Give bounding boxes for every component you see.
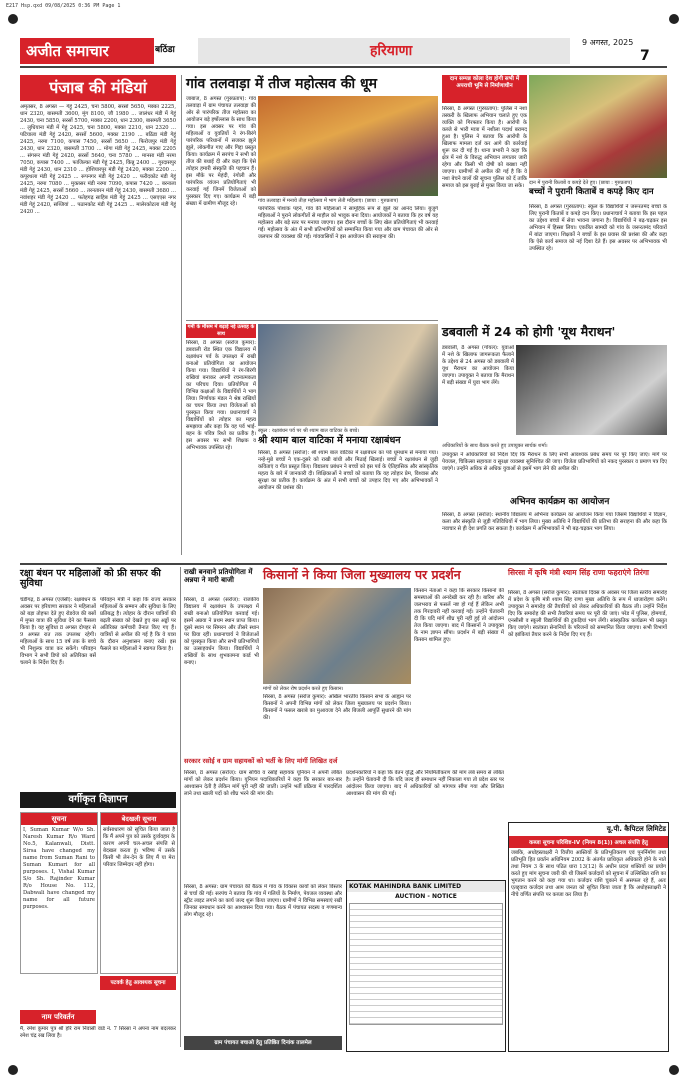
section-title: हरियाणा [198,38,570,64]
registration-mark [8,1065,18,1075]
story-rakhi-bus-col2: परिवहन मंत्री ने कहा कि राज्य सरकार महिलाओं के सम्मान और सुविधा के लिए प्रतिबद्ध है। त्योहार के दौरान यात्रियों की बढ़ती संख्या को देखते हुए बस अड्डों पर अतिरिक्त कर्मचारी तैनात किए गए हैं। यात्रियों से अपील की गई है कि वे यात्रा के दौरान अनुशासन बनाए रखें। इस फैसले का महिलाओं ने स्वागत किया है। [100,597,176,652]
section-rule [186,320,438,321]
photo-teej [258,96,438,196]
story-youth-col2: उपायुक्त ने अधिकारियों को निर्देश दिए कि मैराथन के लिए सभी आवश्यक प्रबंध समय पर पूरे किए जाएं। मार्ग पर पेयजल, चिकित्सा सहायता व सुरक्षा व्यवस्था सुनिश्चित की जाए। विजेता प्रतिभागियों को नकद पुरस्कार व प्रमाण पत्र दिए जाएंगे। उन्होंने अधिक से अधिक युवाओं से इसमें भाग लेने की अपील की। [442,452,667,472]
page-number: 7 [640,48,650,64]
headline-kabaddi: सरकार रसोई व ग्राम सहायकों को भर्ती के लिए मांगीं लिखित दर्ज [184,757,338,765]
registration-mark [669,14,679,24]
story-rakhi-bus-col1: चंडीगढ़, 8 अगस्त (एजेंसी): रक्षाबंधन के अवसर पर हरियाणा सरकार ने महिलाओं को बड़ा तोहफा देते हुए रोडवेज की बसों में मुफ्त यात्रा की सुविधा देने का फैसला किया है। यह सुविधा 8 अगस्त दोपहर से 9 अगस्त रात तक उपलब्ध रहेगी। महिलाओं के साथ 15 वर्ष तक के बच्चे भी निशुल्क यात्रा कर सकेंगे। परिवहन विभाग ने सभी डिपो को अतिरिक्त बसें चलाने के निर्देश दिए हैं। [20,597,96,666]
story-kabaddi-col2: प्रदर्शनकारियों ने कहा कि वेतन वृद्धि और नियमितीकरण की मांग लंबे समय से लंबित है। उन्होंने चेतावनी दी कि यदि जल्द ही समाधान नहीं निकाला गया तो प्रदेश स्तर पर आंदोलन किया जाएगा। बाद में अधिकारियों को मांगपत्र सौंपा गया और लिखित आश्वासन की मांग की गई। [346,770,504,797]
ad-naam-title: नाम परिवर्तन [20,1010,96,1024]
print-slug-text: E217 Hsp.qxd 09/08/2025 0:36 PM Page 1 [6,3,121,9]
headline-rakhi-bus: रक्षा बंधन पर महिलाओं को फ्री सफर की सुविधा [20,568,161,590]
registration-mark [8,14,18,24]
caption-youth: अधिकारियों के साथ बैठक करते हुए उपायुक्त सार्थक शर्मा। [442,443,548,449]
caption-daan: दान में पुरानी किताबें व कपड़े देते हुए। (छाया : गुरुप्रताप) [529,180,633,186]
bottom-box: ग्राम पंचायत बचाओ हेतु प्रतिष्ठित दिनांक तालमेल [184,1036,342,1050]
ad-bedkhali-box [100,812,178,974]
story-kabaddi-col1: सिरसा, 8 अगस्त (सरोज): ग्राम सचिव व रसोई सहायक यूनियन ने अपनी लंबित मांगों को लेकर प्रदर्शन किया। यूनियन पदाधिकारियों ने कहा कि सरकार बार-बार आश्वासन देती है लेकिन मांगें पूरी नहीं की जातीं। उन्होंने भर्ती प्रक्रिया में पारदर्शिता लाने तथा खाली पदों को शीघ्र भरने की मांग की। [184,770,342,797]
ad-suchna-box [20,812,98,974]
story-kicker-text: सिरसा, 8 अगस्त (गुरुप्रताप): पुलिस ने नशा तस्करी के खिलाफ अभियान चलाते हुए एक व्यक्ति को गिरफ्तार किया है। आरोपी के कब्जे से भारी मात्रा में नशीला पदार्थ बरामद हुआ है। पुलिस ने बताया कि आरोपी के खिलाफ मामला दर्ज कर आगे की कार्रवाई शुरू कर दी गई है। थाना प्रभारी ने कहा कि क्षेत्र में नशे के विरुद्ध अभियान लगातार जारी रहेगा और किसी भी दोषी को बख्शा नहीं जाएगा। ग्रामीणों से अपील की गई है कि वे नशा बेचने वालों की सूचना पुलिस को दें ताकि समाज को इस बुराई से मुक्त किया जा सके। [442,106,527,189]
classified-banner: वर्गीकृत विज्ञापन [20,792,176,808]
upcapital-notice [508,822,669,1052]
story-teej-col2: पारंपरिक पोशाक पहने, गांव की महिलाओं ने सामूहिक रूप से झूले का आनंद लिया। बुजुर्ग महिलाओं ने पुराने लोकगीतों से माहौल को भावुक बना दिया। आयोजकों ने बताया कि हर वर्ष यह महोत्सव और बड़े स्तर पर मनाया जाएगा। इस दौरान बच्चों के लिए खेल प्रतियोगिताएं भी करवाई गईं। महोत्सव के अंत में सभी प्रतिभागियों को सम्मानित किया गया और ग्राम पंचायत की ओर से जलपान की व्यवस्था की गई। गांववासियों ने इस आयोजन की सराहना की। [258,206,438,240]
caption-shyam: स्कूल : रक्षाबंधन पर्व पर श्री श्याम बाल वाटिका के बच्चे। [258,428,360,434]
story-rashtri: सिरसा, 8 अगस्त (सरोज): राजकीय विद्यालय में रक्षाबंधन के उपलक्ष्य में राखी बनाओ प्रतियोगिता करवाई गई। इसमें अन्नया ने प्रथम स्थान प्राप्त किया। दूसरे स्थान पर सिमरन और तीसरे स्थान पर प्रिया रहीं। प्रधानाचार्य ने विजेताओं को पुरस्कृत किया और सभी प्रतिभागियों का उत्साहवर्धन किया। विद्यार्थियों ने राखियों के साथ शुभकामना कार्ड भी बनाए। [184,597,259,666]
caption-teej: गांव तलवाड़ा में मनाये तीज़ महोत्सव में भाग लेती महिलाएं। (छाया : गुरुप्रताप) [258,198,399,204]
kotak-notice [346,880,506,1052]
photo-shyam [258,324,438,426]
headline-teej: गांव तलवाड़ा में तीज महोत्सव की धूम [186,76,377,92]
ad-naam-text: मैं, रमेश कुमार पुत्र श्री हरि राम निवासी वार्ड नं. 7 सिरसा ने अपना नाम बदलकर रमेश चंद्र रख लिया है। [20,1026,176,1039]
headline-daan: बच्चों ने पुरानी किताबें व कपड़े किए दान [529,187,654,197]
headline-shimla: सिरसा में कृषि मंत्री श्याम सिंह राणा फहराएंगे तिरंगा [508,568,650,577]
story-shimla: सिरसा, 8 अगस्त (सरोज कुमार): स्वतंत्रता दिवस के अवसर पर जिला स्तरीय समारोह में प्रदेश के कृषि मंत्री श्याम सिंह राणा मुख्य अतिथि के रूप में ध्वजारोहण करेंगे। उपायुक्त ने समारोह की तैयारियों को लेकर अधिकारियों की बैठक ली। उन्होंने निर्देश दिए कि समारोह की सभी तैयारियां समय पर पूरी की जाएं। परेड में पुलिस, होमगार्ड, एनसीसी व स्कूली विद्यार्थियों की टुकड़ियां भाग लेंगी। सांस्कृतिक कार्यक्रम भी प्रस्तुत किए जाएंगे। स्वतंत्रता सेनानियों के परिजनों को सम्मानित किया जाएगा। सभी विभागों को झांकियां तैयार करने के निर्देश दिए गए हैं। [508,590,667,638]
photo-youth [516,345,667,435]
story-abhinav: सिरसा, 8 अगस्त (सरोज): स्थानीय विद्यालय में अभिनव कार्यक्रम का आयोजन किया गया जिसमें विद्यार्थियों ने विज्ञान, कला और संस्कृति से जुड़ी गतिविधियों में भाग लिया। मुख्य अतिथि ने विद्यार्थियों की प्रतिभा की सराहना की और कहा कि नवाचार से ही देश प्रगति कर सकता है। कार्यक्रम में अभिभावकों ने भी बढ़-चढ़कर भाग लिया। [442,512,667,532]
story-shyam: सिरसा, 8 अगस्त (सरोज): श्री श्याम बाल वाटिका में रक्षाबंधन का पर्व धूमधाम से मनाया गया। नन्हे-मुन्ने बच्चों ने एक-दूसरे को राखी बांधी और मिठाई खिलाई। बच्चों ने रक्षाबंधन से जुड़ी कविताएं व गीत प्रस्तुत किए। विद्यालय प्रबंधन ने बच्चों को इस पर्व के ऐतिहासिक और सांस्कृतिक महत्व के बारे में जानकारी दी। शिक्षिकाओं ने बच्चों को बताया कि यह त्योहार प्रेम, विश्वास और सुरक्षा का प्रतीक है। कार्यक्रम के अंत में सभी बच्चों को उपहार दिए गए और अभिभावकों ने आयोजन की प्रशंसा की। [258,450,438,491]
headline-youth: डबवाली में 24 को होगी 'यूथ मैराथन' [442,324,616,339]
ad-bedkhali-title: बेदखली सूचना [101,813,177,825]
ad-bedkhali-text: सर्वसाधारण को सूचित किया जाता है कि मैं अपने पुत्र को उसके दुर्व्यवहार के कारण अपनी चल-अचल संपत्ति से बेदखल करता हूं। भविष्य में उसके किसी भी लेन-देन के लिए मैं या मेरा परिवार जिम्मेदार नहीं होगा। [103,827,175,868]
kotak-title: KOTAK MAHINDRA BANK LIMITED [347,881,505,892]
headline-abhinav: अभिनव कार्यक्रम का आयोजन [510,497,610,507]
photo-kisan [263,588,411,684]
notice-brand: यू.पी. कैपिटल लिमिटेड [606,825,666,833]
auction-table [349,903,503,1025]
column-rule [181,75,182,555]
notice-text: जबकि, अधोहस्ताक्षरी ने वित्तीय आस्तियों के प्रतिभूतिकरण एवं पुनर्निर्माण तथा प्रतिभूति हित प्रवर्तन अधिनियम 2002 के अंतर्गत प्राधिकृत अधिकारी होने के नाते तथा नियम 3 के साथ पठित धारा 13(12) के अधीन प्रदत्त शक्तियों का प्रयोग करते हुए मांग सूचना जारी की थी जिसमें कर्जदारों को सूचना में उल्लिखित राशि का भुगतान करने को कहा गया था। कर्जदार राशि चुकाने में असफल रहे हैं, अतः एतद्द्वारा कर्जदार तथा आम जनता को सूचित किया जाता है कि अधोहस्ताक्षरी ने नीचे वर्णित संपत्ति पर कब्जा कर लिया है। [511,850,666,898]
photo-daan [529,75,667,178]
story-teej-col1: जाबाज, 8 अगस्त (गुरुप्रताप): गांव तलवाड़ा में ग्राम पंचायत तलवाड़ा की ओर से पारंपरिक तीज महोत्सव का आयोजन बड़े हर्षोल्लास के साथ किया गया। इस अवसर पर गांव की महिलाओं व युवतियों ने रंग-बिरंगे पारंपरिक परिधानों में सजकर झूले झूले, लोकगीत गाए और गिद्दा प्रस्तुत किया। कार्यक्रम में सरपंच ने सभी को तीज की बधाई दी और कहा कि ऐसे त्योहार हमारी संस्कृति की पहचान हैं। इस मौके पर मेहंदी, रंगोली और पारंपरिक व्यंजन प्रतियोगिताएं भी करवाई गईं जिनमें विजेताओं को पुरस्कार दिए गए। कार्यक्रम में बड़ी संख्या में ग्रामीण मौजूद रहे। [186,96,256,207]
headline-rashtri: राखी बनवाने प्रतियोगिता में अन्नया ने मारी बाजी [184,568,253,584]
column-rule [180,567,181,1047]
notice-sub: कब्जा सूचना परिशिष्ट-IV (नियम 8(1)) अचल संपत्ति हेतु [509,836,668,848]
registration-mark [669,1065,679,1075]
ad-suchna-title: सूचना [21,813,97,825]
story-daan: सिरसा, 8 अगस्त (गुरुप्रताप): स्कूल के विद्यार्थियों ने जरूरतमंद बच्चों के लिए पुरानी किताबें व कपड़े दान किए। प्रधानाचार्य ने बताया कि इस पहल का उद्देश्य बच्चों में सेवा भावना जगाना है। विद्यार्थियों ने बढ़-चढ़कर इस अभियान में हिस्सा लिया। एकत्रित सामग्री को गांव के जरूरतमंद परिवारों में बांटा जाएगा। शिक्षकों ने बच्चों के इस प्रयास की प्रशंसा की और कहा कि ऐसे कार्य समाज को नई दिशा देते हैं। इस अवसर पर अभिभावक भी उपस्थित रहे। [529,204,667,252]
story-kisan-col1: सिरसा, 8 अगस्त (सरोज कुमार): अखिल भारतीय किसान सभा के आह्वान पर किसानों ने अपनी विभिन्न मांगों को लेकर जिला मुख्यालय पर प्रदर्शन किया। किसानों ने फसल खराबे का मुआवजा देने और बिजली आपूर्ति सुधारने की मांग की। [263,694,411,721]
issue-date: 9 अगस्त, 2025 [582,38,634,47]
ad-suchna-text: I, Suman Kumar W/o Sh. Naresh Kumar R/o Ward No.5, Kalanwali, Distt. Sirsa have changed my name from Suman Rani to Suman Kumari for all purposes. I, Vishal Kumar S/o Sh. Rajinder Kumar R/o House No. 112, Dabwali have changed my name for all future purposes. [23,827,95,910]
headline-kisan: किसानों ने किया जिला मुख्यालय पर प्रदर्शन [263,567,461,582]
story-kisan-col2: किसान नेताओं ने कहा कि सरकार किसानों की समस्याओं की अनदेखी कर रही है। बारिश और जलभराव से फसलें नष्ट हो गई हैं लेकिन अभी तक गिरदावरी नहीं करवाई गई। उन्होंने चेतावनी दी कि यदि मांगें शीघ्र पूरी नहीं हुईं तो आंदोलन तेज किया जाएगा। बाद में किसानों ने उपायुक्त के नाम ज्ञापन सौंपा। प्रदर्शन में बड़ी संख्या में किसान शामिल हुए। [414,588,504,643]
caption-kisan: मांगों को लेकर रोष प्रदर्शन करते हुए किसान। [263,686,344,692]
ad-gumshuda-title: पटवर्क हेतु आवश्यक सूचना [100,976,176,990]
story-bottom-left: सिरसा, 8 अगस्त: ग्राम पंचायत की बैठक में गांव के विकास कार्यों को लेकर विस्तार से चर्चा की गई। सरपंच ने बताया कि गांव में गलियों के निर्माण, पेयजल व्यवस्था और स्ट्रीट लाइट लगाने का कार्य जल्द शुरू किया जाएगा। ग्रामीणों ने विभिन्न समस्याएं रखीं जिनका समाधान करने का आश्वासन दिया गया। बैठक में पंचायत सदस्य व गणमान्य लोग मौजूद रहे। [184,884,342,918]
mandi-rates-text: अमृतसर, 8 अगस्त — गेहूं 2425, चना 5800, सरसों 5650, मक्का 2225, धान 2320, बासमती 3600, मूंग 8100, जौ 1980 ... जालंधर मंडी में गेहूं 2430, चना 5850, सरसों 5700, मक्का 2200, धान 2300, बासमती 3650 ... लुधियाना मंडी में गेहूं 2425, चना 5800, मक्का 2210, धान 2320 ... पटियाला मंडी गेहूं 2420, सरसों 5600, मक्का 2190 ... बठिंडा मंडी गेहूं 2425, नरमा 7100, कपास 7450, सरसों 5650 ... फिरोजपुर मंडी गेहूं 2430, धान 2320, बासमती 3700 ... मोगा मंडी गेहूं 2425, मक्का 2205 ... संगरूर मंडी गेहूं 2420, सरसों 5640, चना 5780 ... मानसा मंडी नरमा 7050, कपास 7400 ... फाजिल्का मंडी गेहूं 2425, किन्नू 2400 ... गुरदासपुर मंडी गेहूं 2430, धान 2310 ... होशियारपुर मंडी गेहूं 2420, मक्का 2200 ... कपूरथला मंडी गेहूं 2425 ... रूपनगर मंडी गेहूं 2420 ... फरीदकोट मंडी गेहूं 2425, नरमा 7080 ... मुक्तसर मंडी नरमा 7090, कपास 7420 ... बरनाला मंडी गेहूं 2425, सरसों 5660 ... तरनतारन मंडी गेहूं 2430, बासमती 3680 ... नवांशहर मंडी गेहूं 2420 ... फतेहगढ़ साहिब मंडी गेहूं 2425 ... एसएएस नगर मंडी गेहूं 2420, सब्जियां ... पठानकोट मंडी गेहूं 2425 ... मालेरकोटला मंडी गेहूं 2420 ... [20,104,176,215]
fold-rule [20,563,667,565]
story-youth-col1: डबवाली, 8 अगस्त (गोयल): युवाओं में नशे के खिलाफ जागरूकता फैलाने के उद्देश्य से 24 अगस्त को डबवाली में यूथ मैराथन का आयोजन किया जाएगा। उपायुक्त ने बताया कि मैराथन में बड़ी संख्या में युवा भाग लेंगे। [442,345,514,386]
kicker-daan: दान सम्पन्न कोला देश होगी सभी में अपराधी भूमि से निर्माणाधीन [442,75,527,103]
kicker-small: गर्मी के मौसम में बढ़ाई नई उत्साह के साथ [187,324,255,337]
print-slug [0,0,687,10]
edition-city: बठिंडा [155,45,175,55]
story-small: सिरसा, 8 अगस्त (सरोज कुमार): डबवाली रोड स्थित एक विद्यालय में रक्षाबंधन पर्व के उपलक्ष्य में राखी बनाओ प्रतियोगिता का आयोजन किया गया। विद्यार्थियों ने रंग-बिरंगी राखियां बनाकर अपनी रचनात्मकता का परिचय दिया। प्रतियोगिता में विभिन्न कक्षाओं के विद्यार्थियों ने भाग लिया। निर्णायक मंडल ने श्रेष्ठ राखियों का चयन किया तथा विजेताओं को पुरस्कृत किया गया। प्रधानाचार्य ने विद्यार्थियों को त्योहार का महत्व समझाया और कहा कि यह पर्व भाई-बहन के पवित्र रिश्ते का प्रतीक है। इस अवसर पर सभी शिक्षक व अभिभावक उपस्थित रहे। [186,340,256,451]
mandi-banner: पंजाब की मंडियां [20,75,176,101]
auction-title: AUCTION - NOTICE [395,893,457,900]
newspaper-logo: अजीत समाचार [20,38,154,64]
headline-shyam: श्री श्याम बाल वाटिका में मनाया रक्षाबंधन [258,435,401,446]
